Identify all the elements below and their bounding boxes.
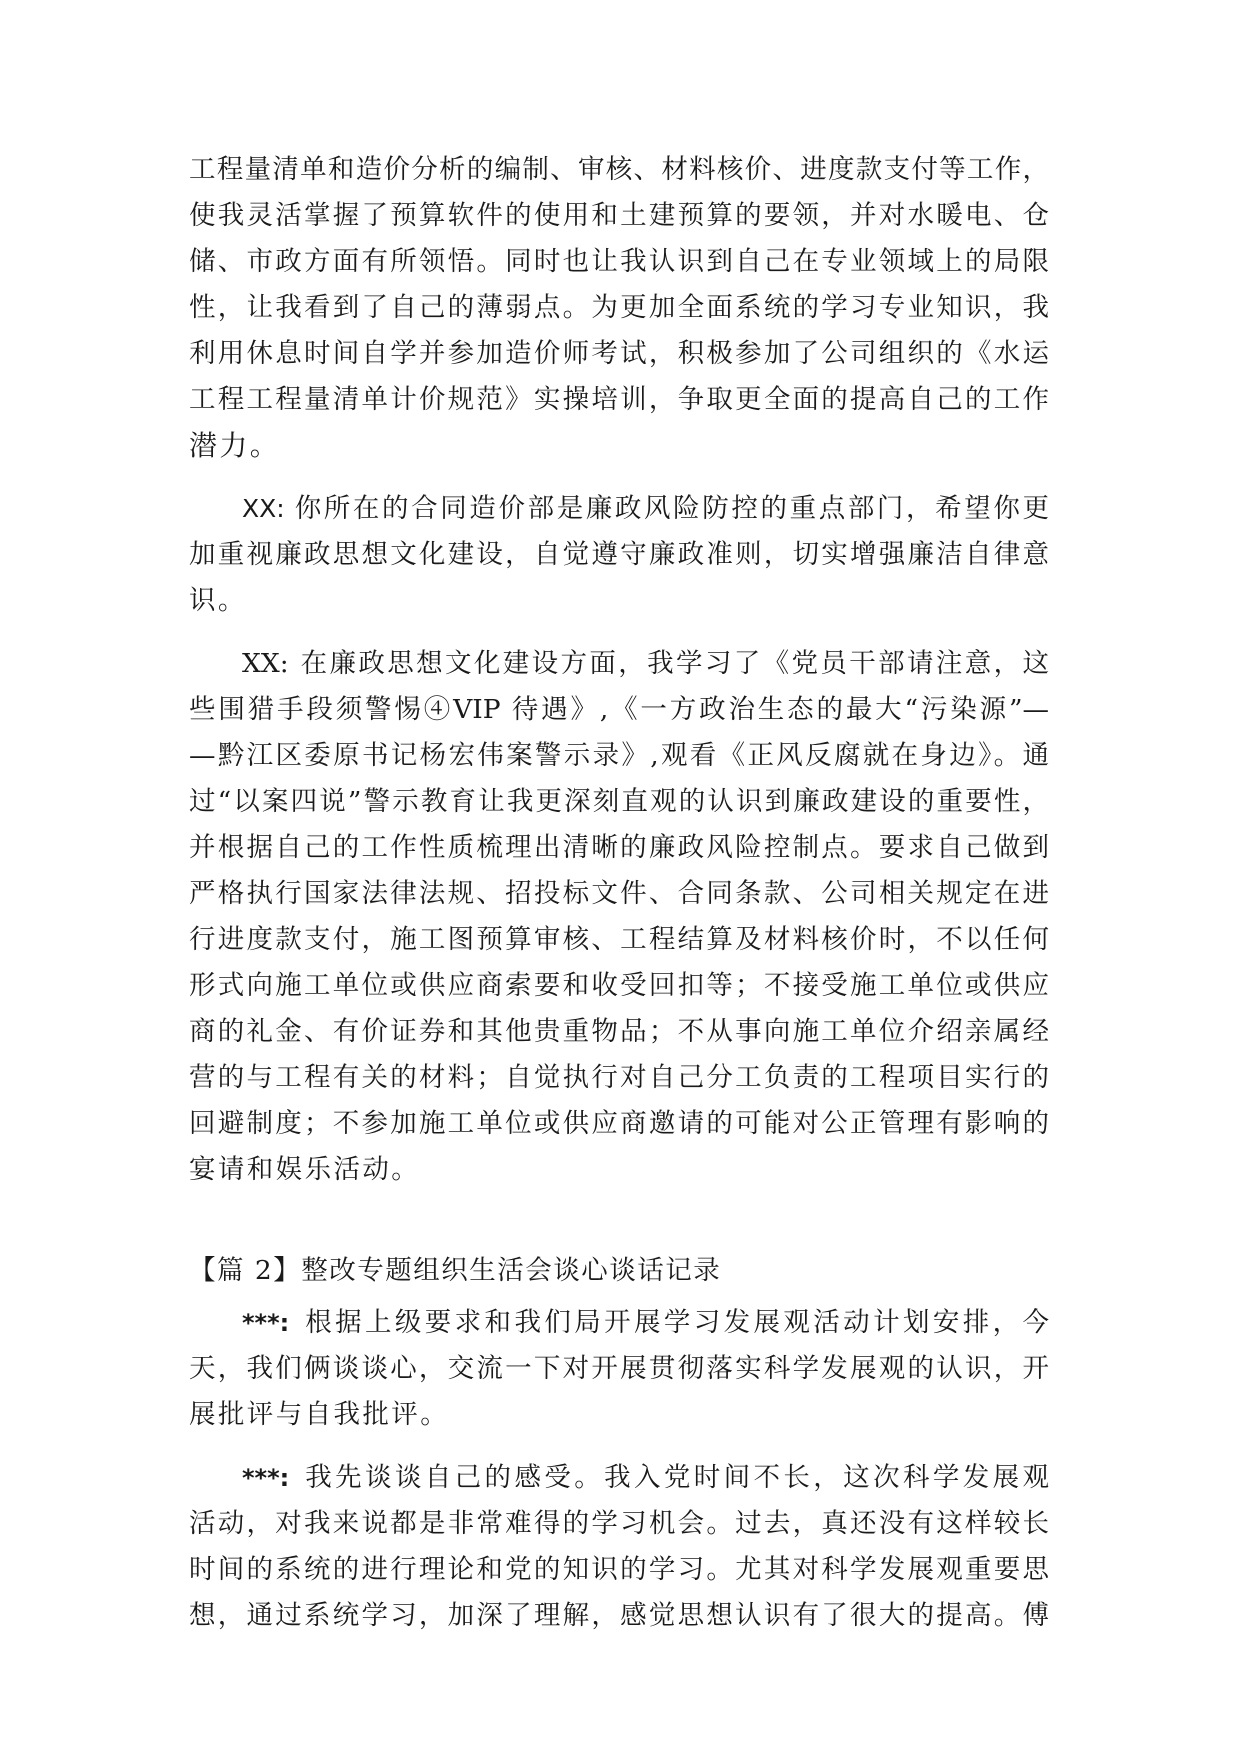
speaker-label: XX: [242,494,285,523]
text-line: 宴请和娱乐活动。 [189,1154,421,1185]
line-text: 根据上级要求和我们局开展学习发展观活动计划安排，今 [305,1307,1049,1338]
text-line: 回避制度；不参加施工单位或供应商邀请的可能对公正管理有影响的 [189,1108,1049,1139]
text-line: 过“以案四说”警示教育让我更深刻直观的认识到廉政建设的重要性， [189,786,1049,817]
text-line: 性，让我看到了自己的薄弱点。为更加全面系统的学习专业知识，我 [189,292,1049,323]
text-line: 想，通过系统学习，加深了理解，感觉思想认识有了很大的提高。傅 [189,1600,1049,1631]
line-text: 在廉政思想文化建设方面，我学习了《党员干部请注意，这 [300,648,1049,679]
line-text: 你所在的合同造价部是廉政风险防控的重点部门，希望你更 [294,493,1049,524]
text-line: 工程工程量清单计价规范》实操培训，争取更全面的提高自己的工作 [189,384,1049,415]
text-line [242,641,1049,687]
section-heading: 【篇 2】整改专题组织生活会谈心谈话记录 [189,1255,722,1286]
text-line: 展批评与自我批评。 [189,1399,450,1430]
speaker-label: ***: [242,1464,290,1492]
text-line: 营的与工程有关的材料；自觉执行对自己分工负责的工程项目实行的 [189,1062,1049,1093]
text-line: 工程量清单和造价分析的编制、审核、材料核价、进度款支付等工作， [189,154,1049,185]
text-line: 活动，对我来说都是非常难得的学习机会。过去，真还没有这样较长 [189,1508,1049,1539]
text-line: 形式向施工单位或供应商索要和收受回扣等；不接受施工单位或供应 [189,970,1049,1001]
text-line: 储、市政方面有所领悟。同时也让我认识到自己在专业领域上的局限 [189,246,1049,277]
text-line [242,486,1049,532]
line-text: 我先谈谈自己的感受。我入党时间不长，这次科学发展观 [305,1462,1049,1493]
text-line: 时间的系统的进行理论和党的知识的学习。尤其对科学发展观重要思 [189,1554,1049,1585]
text-line: 使我灵活掌握了预算软件的使用和土建预算的要领，并对水暖电、仓 [189,200,1049,231]
speaker-label: XX: [242,648,289,679]
speaker-label: ***: [242,1309,290,1337]
text-line [242,1300,1049,1346]
text-line: 并根据自己的工作性质梳理出清晰的廉政风险控制点。要求自己做到 [189,832,1049,863]
text-line: 些围猎手段须警惕④VIP 待遇》,《一方政治生态的最大“污染源”— [189,694,1049,725]
text-line: 严格执行国家法律法规、招投标文件、合同条款、公司相关规定在进 [189,878,1049,909]
text-line: 加重视廉政思想文化建设，自觉遵守廉政准则，切实增强廉洁自律意 [189,539,1049,570]
text-line: 天，我们俩谈谈心，交流一下对开展贯彻落实科学发展观的认识，开 [189,1353,1049,1384]
text-line [242,1455,1049,1501]
text-line: —黔江区委原书记杨宏伟案警示录》,观看《正风反腐就在身边》。通 [189,740,1049,771]
text-line: 识。 [189,585,247,616]
text-line: 潜力。 [189,429,281,462]
text-line: 商的礼金、有价证券和其他贵重物品；不从事向施工单位介绍亲属经 [189,1016,1049,1047]
text-line: 利用休息时间自学并参加造价师考试，积极参加了公司组织的《水运 [189,338,1049,369]
text-line: 行进度款支付，施工图预算审核、工程结算及材料核价时，不以任何 [189,924,1049,955]
